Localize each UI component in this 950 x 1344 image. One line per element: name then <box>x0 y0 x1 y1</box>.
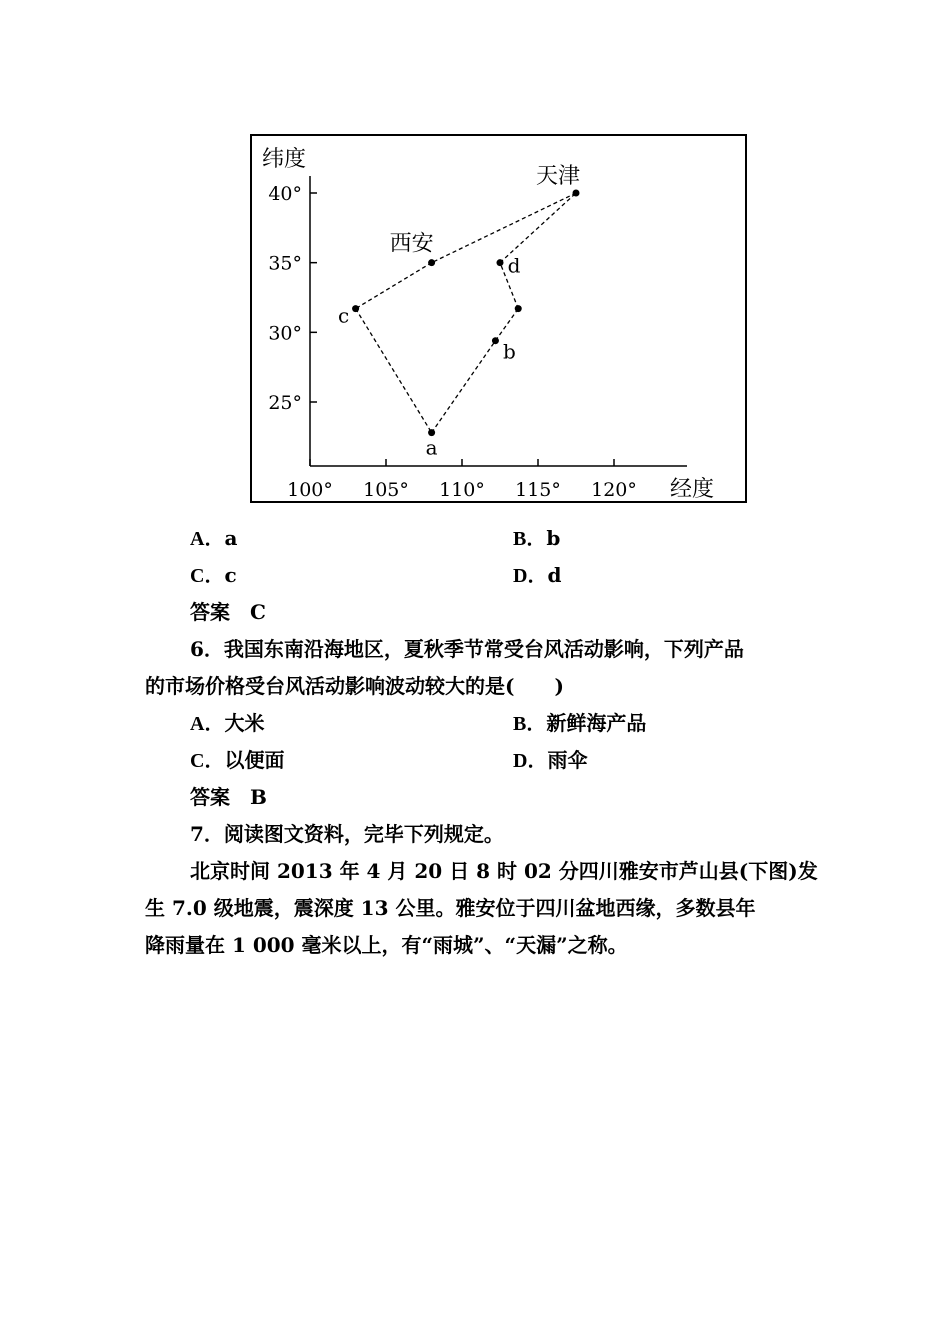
answer-value: C <box>250 600 266 624</box>
q6-stem-line1: 6．我国东南沿海地区，夏秋季节常受台风活动影响，下列产品 <box>190 637 744 661</box>
option-text: 新鲜海产品 <box>546 711 647 735</box>
option-letter: C． <box>190 565 225 587</box>
q7-material-line3: 降雨量在 1 000 毫米以上，有“雨城”、“天漏”之称。 <box>145 933 628 957</box>
option-letter: A． <box>190 713 225 735</box>
x-tick-label: 110° <box>439 479 485 501</box>
q6-option-d <box>513 746 587 775</box>
answer-label: 答案 <box>190 600 230 624</box>
option-text: a <box>224 526 238 550</box>
option-letter: B． <box>513 528 547 550</box>
point-label: c <box>337 303 350 328</box>
q7-material-line1: 北京时间 2013 年 4 月 20 日 8 时 02 分四川雅安市芦山县(下图)发 <box>190 859 818 883</box>
q6-stem-line2: 的市场价格受台风活动影响波动较大的是( ) <box>145 674 564 698</box>
option-letter: D． <box>513 565 548 587</box>
x-axis-title: 经度 <box>670 477 715 501</box>
q7-stem: 7．阅读图文资料，完毕下列规定。 <box>190 822 504 846</box>
q6-answer <box>190 783 267 811</box>
route-segment <box>432 193 576 263</box>
option-letter: D． <box>513 750 548 772</box>
option-letter: A． <box>190 528 225 550</box>
x-tick-label: 120° <box>591 479 637 501</box>
point-label: 天津 <box>535 164 581 189</box>
route-segment <box>432 341 496 433</box>
answer-label: 答案 <box>190 785 230 809</box>
y-tick-label: 35° <box>268 252 302 275</box>
option-text: b <box>546 526 561 550</box>
q5-option-c <box>190 561 237 590</box>
point-label: d <box>507 253 521 278</box>
option-letter: C． <box>190 750 225 772</box>
route-figure <box>250 134 747 503</box>
point-label: b <box>503 339 516 364</box>
q5-option-a <box>190 524 237 553</box>
route-segment <box>500 193 576 263</box>
y-tick-label: 25° <box>268 392 302 414</box>
y-axis-title: 纬度 <box>262 147 307 172</box>
route-chart <box>252 136 745 501</box>
option-text: d <box>547 563 562 587</box>
axes <box>268 176 687 501</box>
q5-option-d <box>513 561 561 590</box>
route-point <box>492 337 499 344</box>
q5-option-b <box>513 524 560 553</box>
route-point <box>573 190 580 197</box>
x-tick-label: 115° <box>515 479 561 501</box>
q6-option-b <box>513 709 646 738</box>
option-text: 大米 <box>224 711 265 735</box>
point-label: a <box>425 435 438 460</box>
x-tick-label: 105° <box>363 479 409 501</box>
route-point <box>515 305 522 312</box>
option-text: 以便面 <box>224 748 285 772</box>
q6-option-c <box>190 746 284 775</box>
q7-material-line2: 生 7.0 级地震，震深度 13 公里。雅安位于四川盆地西缘，多数县年 <box>145 896 756 920</box>
route-point <box>428 259 435 266</box>
route-point <box>352 305 359 312</box>
q5-answer <box>190 598 266 626</box>
answer-value: B <box>250 785 267 809</box>
y-tick-label: 40° <box>268 183 302 205</box>
point-label: 西安 <box>389 231 434 257</box>
option-text: c <box>224 563 237 587</box>
route-segment <box>356 309 432 433</box>
route-segment <box>495 309 518 341</box>
x-tick-label: 100° <box>287 479 333 501</box>
option-text: 雨伞 <box>547 748 588 772</box>
option-letter: B． <box>513 713 547 735</box>
y-tick-label: 30° <box>268 322 302 345</box>
q6-option-a <box>190 709 264 738</box>
route-point <box>497 259 504 266</box>
route-lines <box>356 193 576 433</box>
route-segment <box>356 263 432 309</box>
